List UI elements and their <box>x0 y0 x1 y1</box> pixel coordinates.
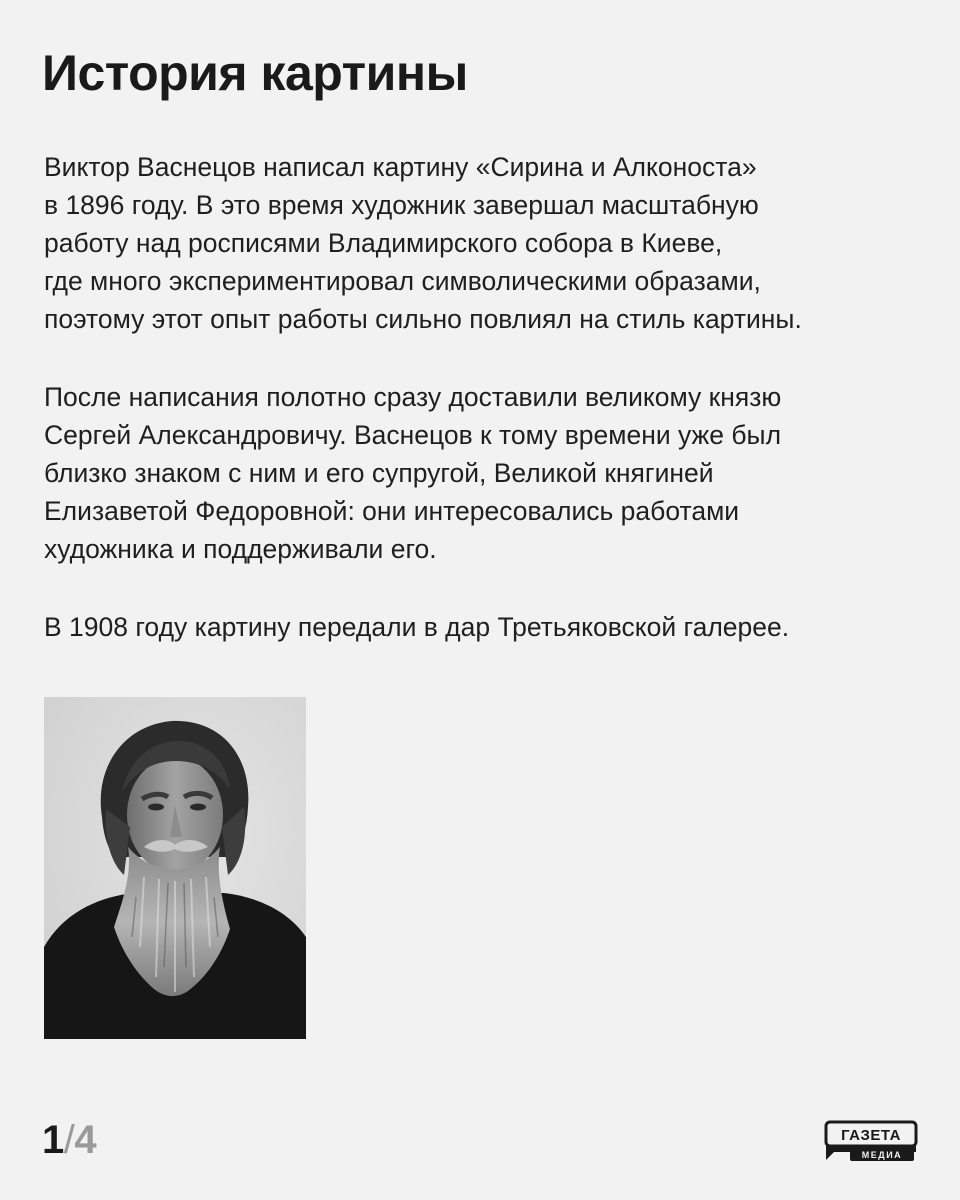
page-current: 1 <box>42 1118 64 1162</box>
page-separator: / <box>63 1118 75 1162</box>
gazeta-media-logo <box>824 1120 918 1164</box>
text-line: где много экспериментировал символическими образами, <box>44 266 761 296</box>
logo-word: ГАЗЕТА <box>841 1127 901 1144</box>
text-line: В 1908 году картину передали в дар Третьяковской галерее. <box>44 612 790 642</box>
page-total: 4 <box>74 1118 97 1162</box>
text-line: После написания полотно сразу доставили великому князю <box>44 382 782 412</box>
page-title: История картины <box>42 45 468 101</box>
text-line: работу над росписями Владимирского собора в Киеве, <box>44 228 723 258</box>
paragraph-3 <box>44 608 924 646</box>
page-indicator <box>42 1114 96 1166</box>
text-line: художника и поддерживали его. <box>44 534 437 564</box>
paragraph-1 <box>44 148 924 338</box>
text-line: в 1896 году. В это время художник завершал масштабную <box>44 190 759 220</box>
logo-mark <box>824 1120 918 1164</box>
article-body <box>44 148 924 686</box>
paragraph-2 <box>44 378 924 568</box>
portrait-photo <box>44 697 306 1039</box>
text-line: Сергей Александровичу. Васнецов к тому времени уже был <box>44 420 782 450</box>
portrait-illustration <box>44 697 306 1039</box>
text-line: Елизаветой Федоровной: они интересовались работами <box>44 496 740 526</box>
text-line: близко знаком с ним и его супругой, Великой княгиней <box>44 458 714 488</box>
text-line: Виктор Васнецов написал картину «Сирина и Алконоста» <box>44 152 757 182</box>
logo-sub: МЕДИА <box>861 1150 903 1160</box>
text-line: поэтому этот опыт работы сильно повлиял на стиль картины. <box>44 304 802 334</box>
